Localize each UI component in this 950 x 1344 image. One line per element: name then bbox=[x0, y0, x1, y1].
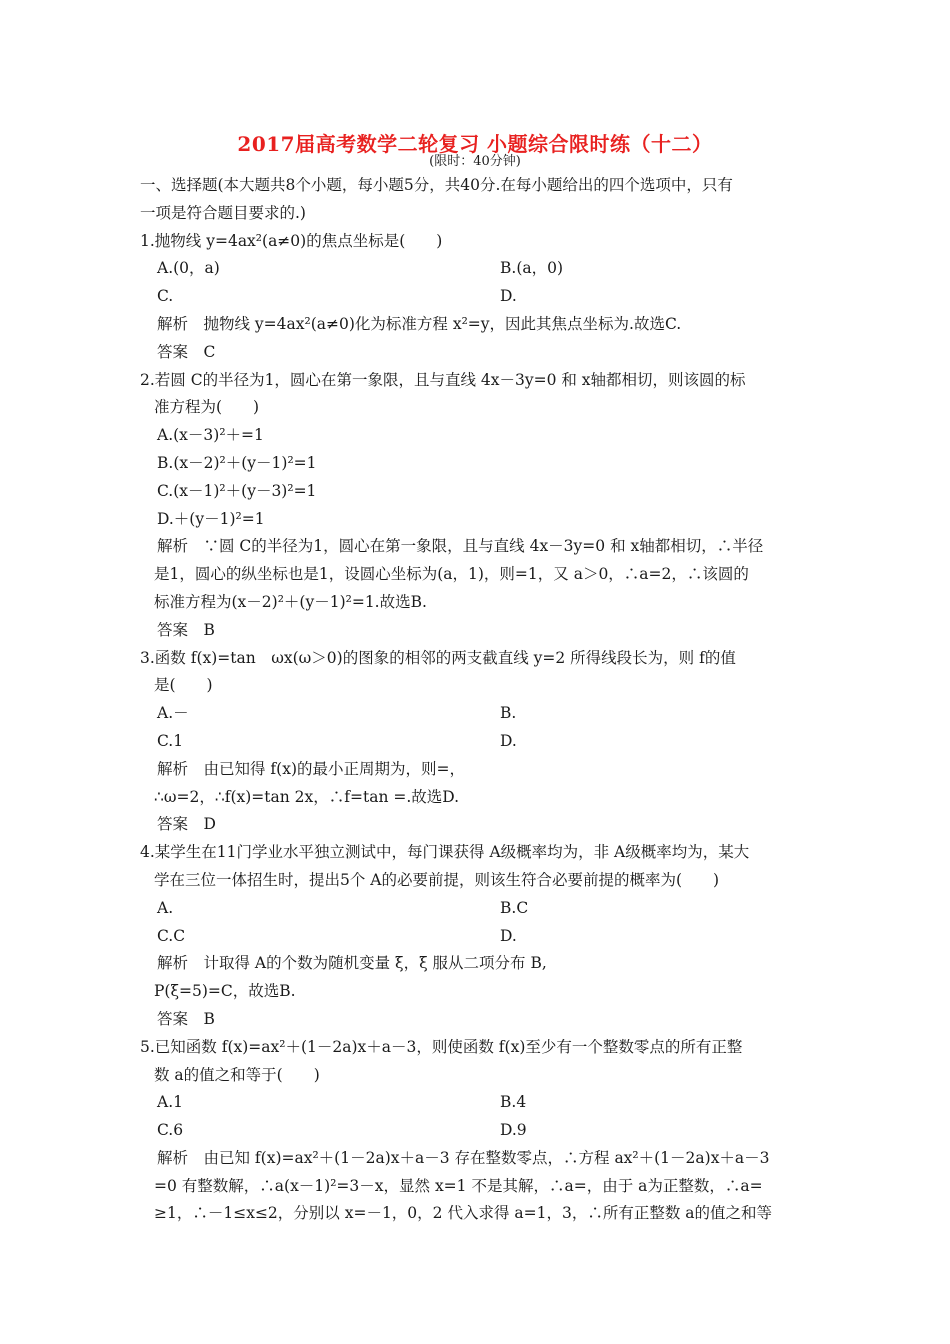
page-title: 2017届高考数学二轮复习 小题综合限时练（十二） bbox=[237, 132, 713, 156]
q4-option-d: D. bbox=[500, 926, 517, 945]
q2-option-a: A.(x－3)²＋=1 bbox=[157, 426, 264, 445]
q3-analysis-line1: 解析 由已知得 f(x)的最小正周期为，则=， bbox=[157, 759, 465, 778]
q5-stem-line2: 数 a的值之和等于( ) bbox=[154, 1065, 320, 1084]
q2-analysis-line3: 标准方程为(x－2)²＋(y－1)²=1.故选B. bbox=[154, 592, 427, 611]
q4-stem-line1: 4.某学生在11门学业水平独立测试中，每门课获得 A级概率均为，非 A级概率均为，某大 bbox=[140, 843, 750, 862]
q4-analysis-line1: 解析 计取得 A的个数为随机变量 ξ，ξ 服从二项分布 B, bbox=[157, 954, 547, 973]
q3-option-d: D. bbox=[500, 731, 517, 750]
question-4 bbox=[140, 839, 812, 1034]
q5-option-c: C.6 bbox=[157, 1121, 184, 1140]
q2-option-c: C.(x－1)²＋(y－3)²=1 bbox=[157, 481, 317, 500]
q2-stem-line1: 2.若圆 C的半径为1，圆心在第一象限，且与直线 4x－3y=0 和 x轴都相切，则该圆的标 bbox=[140, 370, 746, 389]
q4-stem-line2: 学在三位一体招生时，提出5个 A的必要前提，则该生符合必要前提的概率为( ) bbox=[154, 870, 720, 889]
q4-analysis-line2: P(ξ=5)=C，故选B. bbox=[154, 982, 296, 1001]
q4-options-ab bbox=[140, 895, 812, 923]
q3-stem-line2: 是( ) bbox=[154, 676, 213, 695]
time-limit: (限时：40分钟) bbox=[429, 154, 521, 169]
q1-analysis: 解析 抛物线 y=4ax²(a≠0)化为标准方程 x²=y，因此其焦点坐标为.故选C. bbox=[157, 314, 682, 333]
q5-options-ab bbox=[140, 1089, 812, 1117]
q1-options-ab bbox=[140, 255, 812, 283]
q4-option-c: C.C bbox=[157, 926, 186, 945]
q1-option-d: D. bbox=[500, 287, 517, 306]
question-3 bbox=[140, 645, 812, 840]
q3-option-b: B. bbox=[500, 704, 517, 723]
q3-answer: 答案 D bbox=[157, 815, 216, 834]
q5-option-b: B.4 bbox=[500, 1093, 527, 1112]
q4-option-a: A. bbox=[157, 898, 174, 917]
q3-option-a: A.－ bbox=[157, 704, 189, 723]
q1-option-c: C. bbox=[157, 287, 174, 306]
q3-options-ab bbox=[140, 700, 812, 728]
q4-option-b: B.C bbox=[500, 898, 529, 917]
q1-option-a: A.(0，a) bbox=[157, 259, 220, 278]
q2-option-d: D.＋(y－1)²=1 bbox=[157, 509, 265, 528]
question-5 bbox=[140, 1034, 812, 1229]
q5-option-a: A.1 bbox=[157, 1093, 183, 1112]
q2-option-b: B.(x－2)²＋(y－1)²=1 bbox=[157, 453, 317, 472]
q3-option-c: C.1 bbox=[157, 731, 184, 750]
q4-answer: 答案 B bbox=[157, 1009, 215, 1028]
q1-stem: 1.抛物线 y=4ax²(a≠0)的焦点坐标是( ) bbox=[140, 231, 443, 250]
q4-options-cd bbox=[140, 923, 812, 951]
question-2 bbox=[140, 367, 812, 645]
q3-analysis-line2: ∴ω=2，∴f(x)=tan 2x，∴f=tan =.故选D. bbox=[154, 787, 460, 806]
q5-stem-line1: 5.已知函数 f(x)=ax²＋(1－2a)x＋a－3，则使函数 f(x)至少有一个整数零点的所有正整 bbox=[140, 1037, 743, 1056]
q1-options-cd bbox=[140, 283, 812, 311]
question-1 bbox=[140, 228, 812, 367]
q1-answer: 答案 C bbox=[157, 342, 216, 361]
q5-options-cd bbox=[140, 1117, 812, 1145]
section-heading-line2: 一项是符合题目要求的.) bbox=[140, 203, 306, 222]
q5-analysis-line2: =0 有整数解，∴a(x－1)²=3－x，显然 x=1 不是其解，∴a=，由于 a为正整数，∴a= bbox=[154, 1176, 763, 1195]
q2-stem-line2: 准方程为( ) bbox=[154, 398, 260, 417]
q2-answer: 答案 B bbox=[157, 620, 215, 639]
q2-analysis-line1: 解析 ∵圆 C的半径为1，圆心在第一象限，且与直线 4x－3y=0 和 x轴都相切，∴半径 bbox=[157, 537, 764, 556]
document-body bbox=[140, 172, 812, 1228]
q5-analysis-line3: ≥1，∴－1≤x≤2，分别以 x=－1，0，2 代入求得 a=1，3，∴所有正整数 a的值之和等 bbox=[154, 1204, 773, 1223]
q3-options-cd bbox=[140, 728, 812, 756]
q1-option-b: B.(a，0) bbox=[500, 259, 564, 278]
q5-option-d: D.9 bbox=[500, 1121, 527, 1140]
q2-analysis-line2: 是1，圆心的纵坐标也是1，设圆心坐标为(a，1)，则=1，又 a＞0，∴a=2，∴该圆的 bbox=[154, 565, 749, 584]
section-heading-line1: 一、选择题(本大题共8个小题，每小题5分，共40分.在每小题给出的四个选项中，只有 bbox=[140, 176, 733, 194]
q5-analysis-line1: 解析 由已知 f(x)=ax²＋(1－2a)x＋a－3 存在整数零点，∴方程 ax²＋(1－2a)x＋a－3 bbox=[157, 1148, 770, 1167]
q3-stem-line1: 3.函数 f(x)=tan ωx(ω＞0)的图象的相邻的两支截直线 y=2 所得线段长为，则 f的值 bbox=[140, 648, 736, 667]
